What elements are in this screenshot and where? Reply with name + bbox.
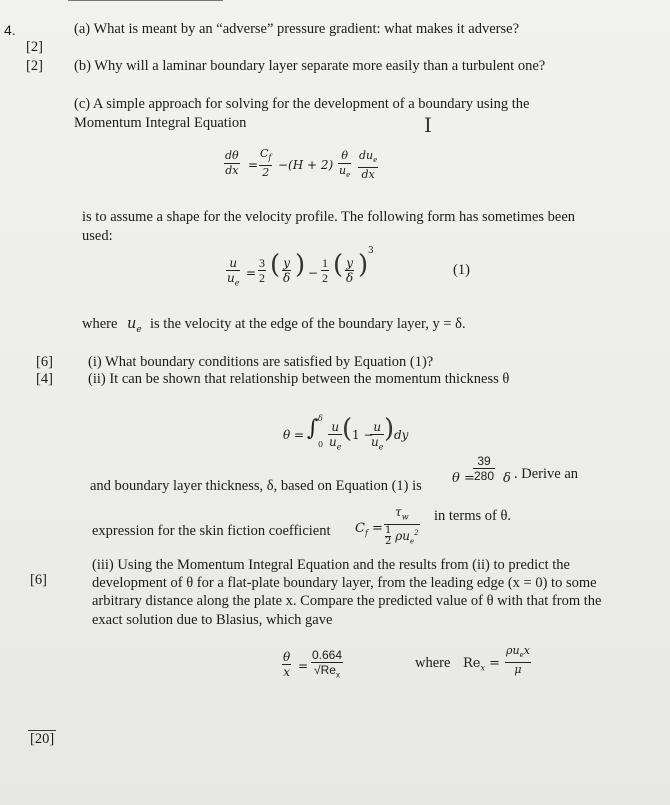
top-rule [68, 0, 223, 1]
theta-delta: δ [503, 471, 511, 486]
exam-page: 4. (a) What is meant by an “adverse” pressure gradient: what makes it adverse? [2] [2] (b) Why will a laminar boundary layer separate more easily than a turbulent one? (c) A simple approach for solving for the development of a boundary using the Momentum Integral Equation I dθ dx = $C_f$ 2 −(H + 2) θ $u_e$ $du_e$ dx is to assume a shape for the velocity profile. The following form has sometimes been used: u $u_e$ = 3 2 ( y δ ) − 1 2 ( y δ ) 3 (1) where $u_e$ is the velocity at the edge of the boundary layer, y = δ. [6] (i) What boundary conditions are satisfied by Equation (1)? [4] (ii) It can be shown that relationship between the momentum thickness θ θ = ∫ δ 0 u $u_e$ ( 1 − u $u_e$ ) dy and boundary layer thickness, δ, based on Equation (1) is θ = 39 280 δ . Derive an expression for the skin fiction coefficient $C_f$ = $\tau_w$ 1 2 $\rho u_e^2$ in terms of θ. [6] (iii) Using the Momentum Integral Equation and the results from (ii) to predict the development of θ for a flat-plate boundary layer, from the leading edge (x = 0) to some arbitrary distance along the plate x. Compare the predicted value of θ with that from the exact solution due to Blasius, which gave θ x = 0.664 $√Re_x$ where $Re_x$ = $\rho u_ex$ μ [20] [0, 0, 670, 805]
where-variable: $u_e$ [127, 316, 142, 335]
mark-c-ii: [4] [36, 371, 53, 387]
mark-a: [2] [26, 39, 43, 55]
part-c-iii-line3: arbitrary distance along the plate x. Compare the predicted value of θ with that from the [92, 593, 602, 609]
shape-line1: is to assume a shape for the velocity profile. The following form has sometimes been [82, 209, 576, 225]
theta-eq-lhs: θ = [452, 471, 475, 486]
equation-number: (1) [453, 262, 470, 278]
total-marks: [20] [30, 731, 55, 747]
and-bl-text: and boundary layer thickness, δ, based on Equation (1) is [90, 478, 422, 494]
shape-line2: used: [82, 228, 113, 244]
theta-fraction: 39 280 [474, 454, 495, 483]
part-b-text: (b) Why will a laminar boundary layer separate more easily than a turbulent one? [74, 58, 546, 74]
part-c-iii-line4: exact solution due to Blasius, which gave [92, 612, 333, 628]
derive-text: . Derive an [514, 466, 579, 482]
part-a-text: (a) What is meant by an “adverse” pressure gradient: what makes it adverse? [74, 21, 520, 37]
expr-post-text: in terms of θ. [434, 508, 512, 524]
where-label: where [82, 316, 118, 332]
expr-pre-text: expression for the skin fiction coefficient [92, 523, 331, 539]
text-cursor-icon: I [424, 113, 432, 137]
part-c-iii-line1: (iii) Using the Momentum Integral Equation and the results from (ii) to predict the [92, 557, 570, 573]
part-c-iii-line2: development of θ for a flat-plate boundary layer, from the leading edge (x = 0) to some [92, 575, 597, 591]
where-description: is the velocity at the edge of the boundary layer, y = δ. [150, 316, 466, 332]
part-c-ii-text: (ii) It can be shown that relationship between the momentum thickness θ [88, 371, 510, 387]
mark-c-i: [6] [36, 354, 53, 370]
part-c-line1: (c) A simple approach for solving for the development of a boundary using the [74, 96, 530, 112]
part-c-line2: Momentum Integral Equation [74, 115, 247, 131]
part-c-i-text: (i) What boundary conditions are satisfied by Equation (1)? [88, 354, 434, 370]
question-number: 4. [4, 22, 16, 38]
mark-c-iii: [6] [30, 572, 47, 588]
mark-b: [2] [26, 58, 43, 74]
where-re-label: where [415, 655, 451, 671]
